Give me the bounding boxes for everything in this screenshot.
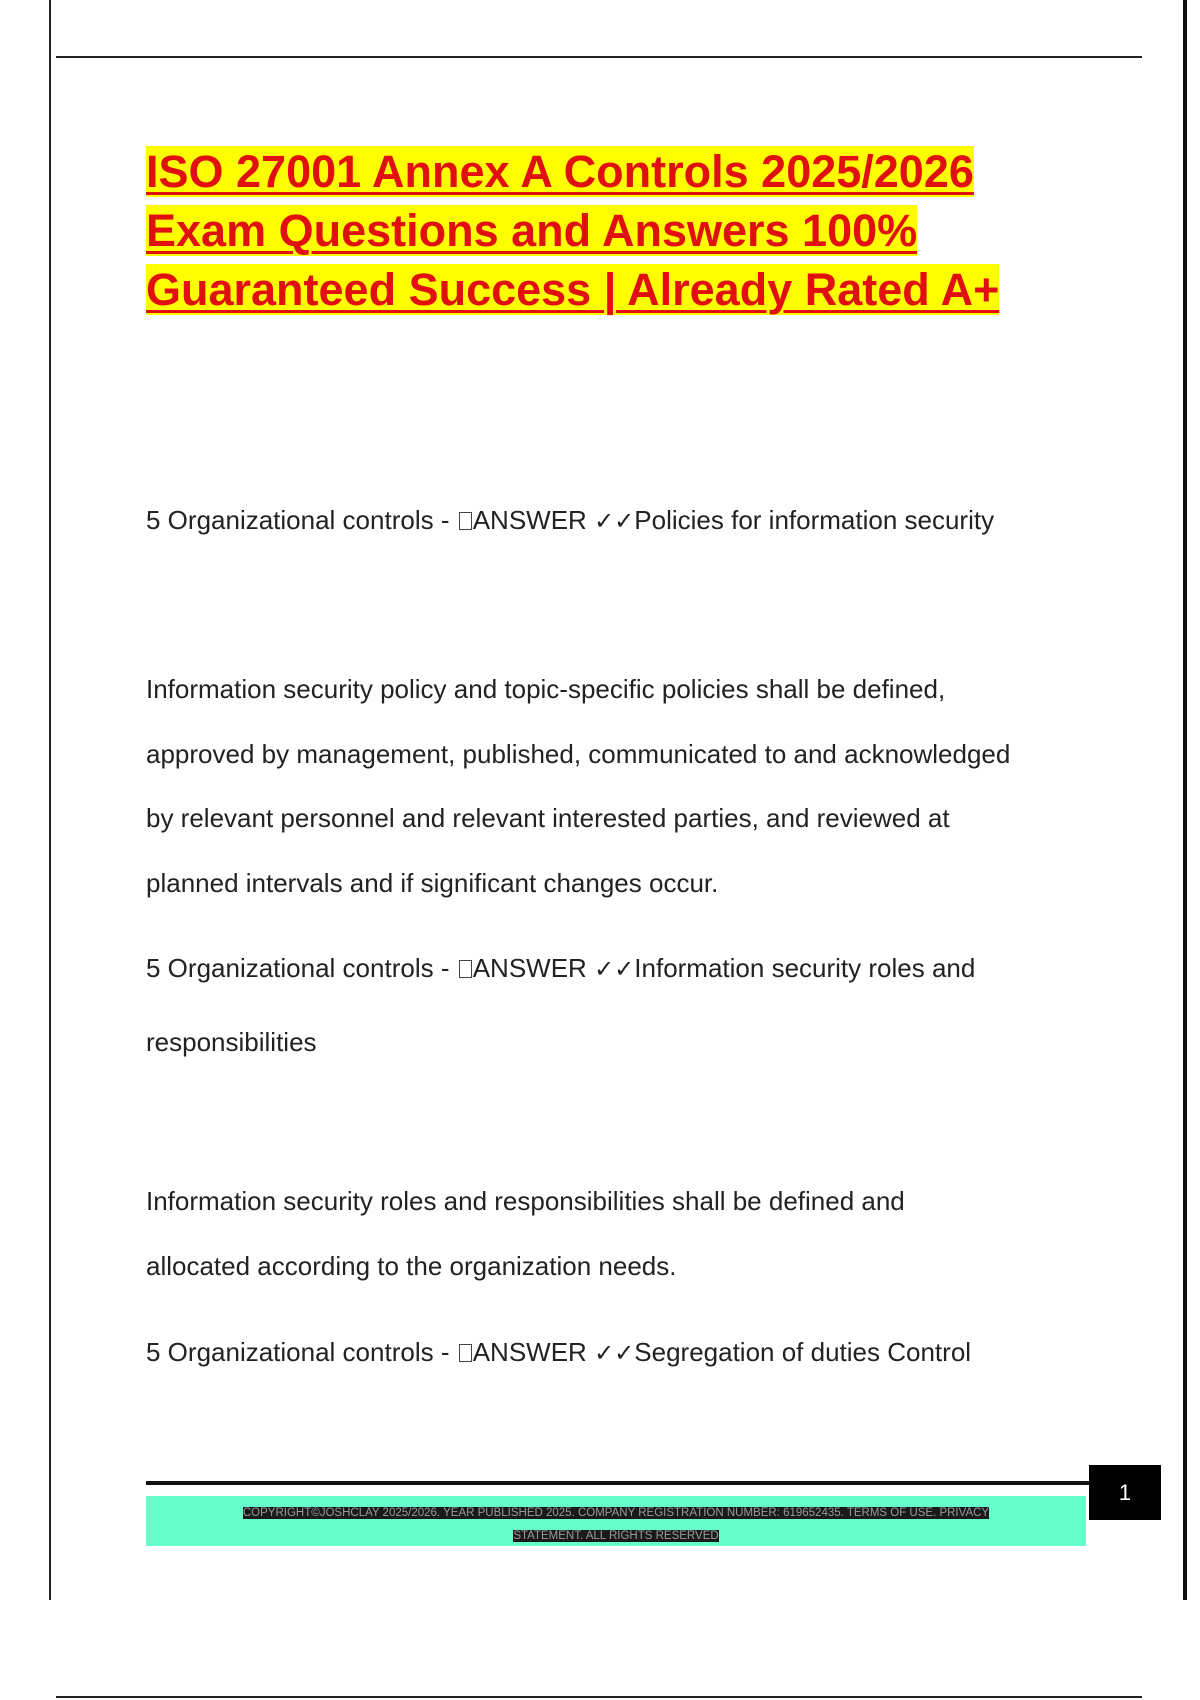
double-check-icon: ✓✓	[594, 1339, 635, 1367]
missing-glyph-box-icon	[459, 512, 472, 530]
paragraph-line: planned intervals and if significant changes occur.	[146, 867, 719, 898]
paragraph-line: allocated according to the organization needs.	[146, 1250, 677, 1281]
paragraph-2	[146, 1169, 1096, 1298]
page-number: 1	[1089, 1465, 1161, 1520]
footer-copyright	[146, 1502, 1086, 1548]
answer-label: ANSWER	[472, 953, 595, 983]
paragraph-line: by relevant personnel and relevant interested parties, and reviewed at	[146, 803, 950, 833]
missing-glyph-box-icon	[459, 960, 472, 978]
paragraph-line: approved by management, published, communicated to and acknowledged	[146, 738, 1011, 769]
footer-copyright-line-2: STATEMENT. ALL RIGHTS RESERVED	[513, 1530, 719, 1542]
qa-answer-continued: responsibilities	[146, 1027, 317, 1057]
page-frame-right-border	[1183, 0, 1187, 1600]
qa-answer: Information security roles and	[634, 953, 976, 983]
qa-prefix: 5 Organizational controls -	[146, 1337, 457, 1367]
footer-copyright-line-1: COPYRIGHT©JOSHCLAY 2025/2026. YEAR PUBLISHED 2025. COMPANY REGISTRATION NUMBER: 619652435. TERMS OF USE. PRIVACY	[242, 1507, 990, 1519]
qa-answer: Segregation of duties Control	[634, 1337, 972, 1367]
document-title	[146, 142, 1106, 319]
footer-rule	[146, 1481, 1091, 1485]
qa-prefix: 5 Organizational controls -	[146, 505, 457, 535]
paragraph-line: Information security policy and topic-specific policies shall be defined,	[146, 674, 946, 704]
answer-label: ANSWER	[472, 505, 595, 535]
title-line-1: ISO 27001 Annex A Controls 2025/2026	[146, 146, 974, 197]
double-check-icon: ✓✓	[594, 955, 635, 983]
double-check-icon: ✓✓	[594, 507, 635, 535]
paragraph-line: Information security roles and responsibilities shall be defined and	[146, 1186, 905, 1216]
header-rule	[56, 56, 1142, 58]
paragraph-1	[146, 657, 1096, 915]
qa-item-1	[146, 505, 1096, 536]
qa-item-2	[146, 932, 1096, 1079]
title-line-3: Guaranteed Success | Already Rated A+	[146, 264, 1000, 315]
page-frame-left-border	[49, 0, 51, 1600]
missing-glyph-box-icon	[459, 1344, 472, 1362]
title-line-2: Exam Questions and Answers 100%	[146, 205, 918, 256]
qa-answer: Policies for information security	[634, 505, 995, 535]
qa-prefix: 5 Organizational controls -	[146, 953, 457, 983]
next-page-top-rule	[56, 1696, 1142, 1698]
qa-item-3	[146, 1337, 1096, 1368]
answer-label: ANSWER	[472, 1337, 595, 1367]
